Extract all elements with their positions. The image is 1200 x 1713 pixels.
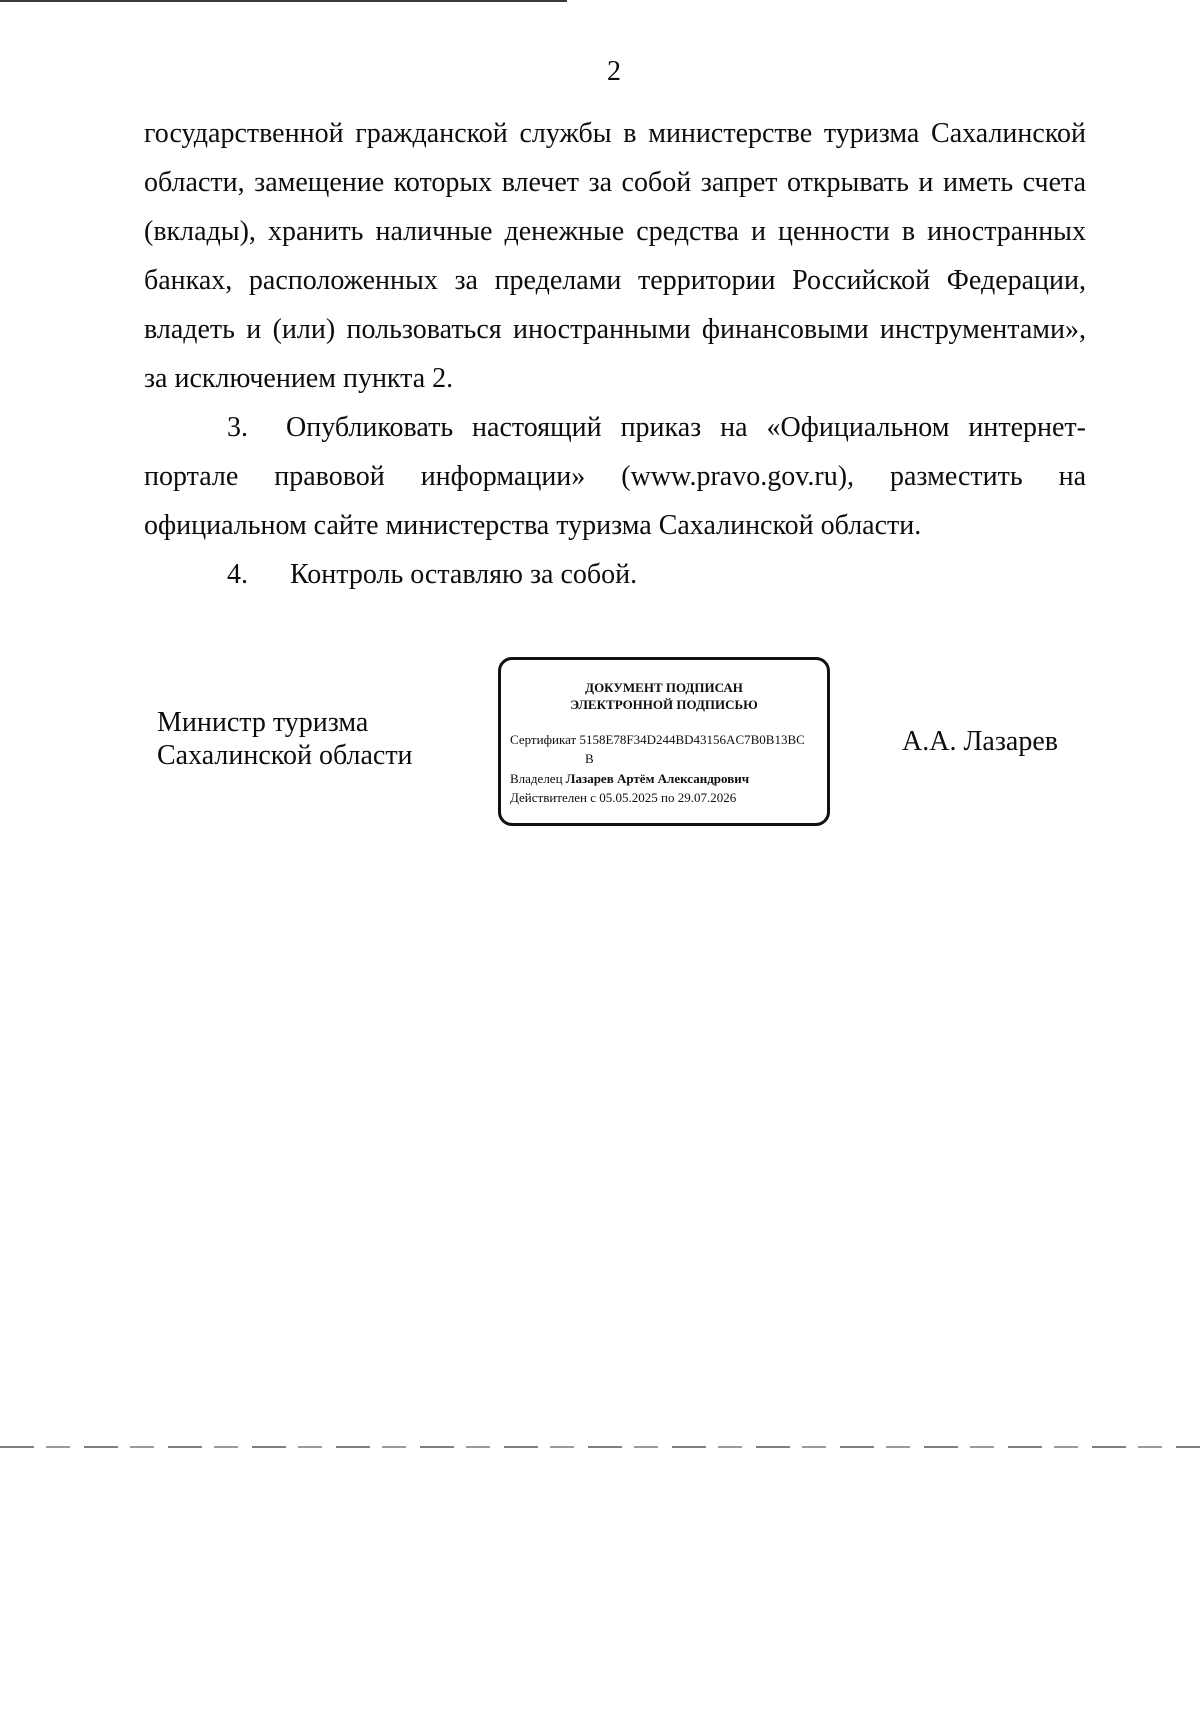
stamp-validity-label: Действителен	[510, 790, 587, 805]
paragraph-line: владеть и (или) пользоваться иностранными финансовыми инструментами»,	[144, 314, 1086, 345]
stamp-certificate-label: Сертификат	[510, 732, 577, 747]
list-item-3-line: официальном сайте министерства туризма Сахалинской области.	[144, 510, 922, 541]
list-item-text: Контроль оставляю за собой.	[290, 559, 638, 590]
stamp-owner-label: Владелец	[510, 771, 563, 786]
paragraph-line: области, замещение которых влечет за собой запрет открывать и иметь счета	[144, 167, 1086, 198]
list-item-number: 4.	[227, 559, 248, 590]
paragraph-line: государственной гражданской службы в министерстве туризма Сахалинской	[144, 118, 1086, 149]
list-item-number: 3.	[227, 412, 248, 443]
scan-edge-line	[0, 0, 567, 2]
stamp-certificate-row	[510, 732, 805, 748]
list-item-3	[227, 404, 1086, 452]
paragraph-line: банках, расположенных за пределами территории Российской Федерации,	[144, 265, 1086, 296]
paragraph-line: (вклады), хранить наличные денежные средства и ценности в иностранных	[144, 216, 1086, 247]
stamp-owner-row	[510, 771, 749, 787]
page-number: 2	[607, 56, 621, 87]
paragraph-line: за исключением пункта 2.	[144, 363, 454, 394]
scan-fold-line	[0, 1446, 1200, 1448]
signer-position-line: Сахалинской области	[157, 740, 413, 771]
signer-name: А.А. Лазарев	[902, 726, 1058, 757]
list-item-3-line: портале правовой информации» (www.pravo.gov.ru), разместить на	[144, 461, 1086, 492]
stamp-validity-value: с 05.05.2025 по 29.07.2026	[590, 790, 737, 805]
signer-position-line: Министр туризма	[157, 707, 369, 738]
stamp-heading: ЭЛЕКТРОННОЙ ПОДПИСЬЮ	[570, 697, 758, 712]
stamp-owner-value: Лазарев Артём Александрович	[565, 771, 750, 786]
stamp-validity-row	[510, 790, 736, 806]
electronic-signature-stamp	[498, 657, 830, 826]
list-item-text: Опубликовать настоящий приказ на «Официальном интернет-	[286, 412, 1086, 443]
stamp-certificate-value: 5158E78F34D244BD43156AC7B0B13BC	[579, 732, 805, 747]
list-item-4	[227, 551, 637, 599]
stamp-heading: ДОКУМЕНТ ПОДПИСАН	[585, 680, 743, 695]
stamp-certificate-value-continued: B	[585, 751, 594, 766]
